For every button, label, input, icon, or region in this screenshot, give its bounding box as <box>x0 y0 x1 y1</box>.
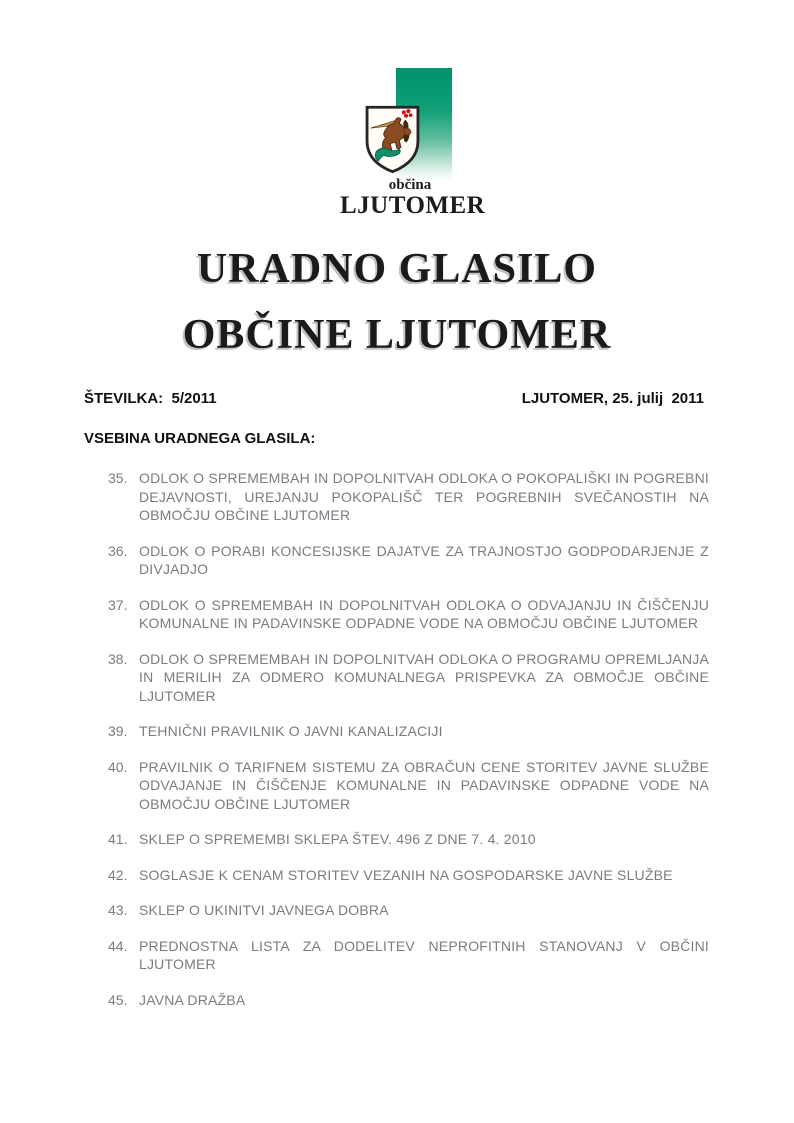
toc-item-number: 43. <box>108 902 128 918</box>
list-item <box>108 722 710 741</box>
toc-item-number: 38. <box>108 650 128 667</box>
logo-obcina-label: občina <box>388 177 432 193</box>
toc-item-number: 42. <box>108 866 128 883</box>
toc-item-text: ODLOK O PORABI KONCESIJSKE DAJATVE ZA TRAJNOSTJO GODPODARJENJE Z DIVJADJO <box>139 542 709 577</box>
contents-heading: VSEBINA URADNEGA GLASILA: <box>84 430 316 447</box>
toc-item-text: JAVNA DRAŽBA <box>139 991 246 1008</box>
toc-item-number: 45. <box>108 991 128 1008</box>
toc-item-text: SOGLASJE K CENAM STORITEV VEZANIH NA GOSPODARSKE JAVNE SLUŽBE <box>139 866 673 883</box>
issue-row <box>84 390 704 407</box>
toc-item-number: 36. <box>108 542 128 559</box>
toc-item-number: 39. <box>108 723 128 739</box>
toc-item-text: PREDNOSTNA LISTA ZA DODELITEV NEPROFITNIH STANOVANJ V OBČINI LJUTOMER <box>139 937 709 972</box>
toc-item-number: 40. <box>108 758 128 775</box>
page-title-line2: OBČINE LJUTOMER <box>182 312 612 358</box>
issue-place-date: LJUTOMER, 25. julij 2011 <box>521 390 704 407</box>
municipality-logo <box>340 68 486 220</box>
list-item <box>108 901 710 920</box>
list-item <box>108 596 710 633</box>
toc-item-text: PRAVILNIK O TARIFNEM SISTEMU ZA OBRAČUN CENE STORITEV JAVNE SLUŽBE ODVAJANJE IN ČIŠČENJE KOMUNALNE IN PADAVINSKE ODPADNE VODE NA OBMOČJU OBČINE LJUTOMER <box>139 758 709 812</box>
page-title-line1: URADNO GLASILO <box>196 246 598 292</box>
list-item <box>108 469 710 525</box>
toc-item-number: 41. <box>108 831 128 847</box>
list-item <box>108 542 710 579</box>
table-of-contents <box>108 469 710 1026</box>
toc-item-text: ODLOK O SPREMEMBAH IN DOPOLNITVAH ODLOKA O PROGRAMU OPREMLJANJA IN MERILIH ZA ODMERO KOMUNALNEGA PRISPEVKA ZA OBMOČJE OBČINE LJUTOMER <box>139 650 709 704</box>
toc-item-number: 35. <box>108 470 128 486</box>
toc-item-text: TEHNIČNI PRAVILNIK O JAVNI KANALIZACIJI <box>139 723 443 739</box>
toc-item-text: ODLOK O SPREMEMBAH IN DOPOLNITVAH ODLOKA O ODVAJANJU IN ČIŠČENJU KOMUNALNE IN PADAVINSKE ODPADNE VODE NA OBMOČJU OBČINE LJUTOMER <box>139 596 709 631</box>
list-item <box>108 937 710 974</box>
page-title <box>0 236 794 368</box>
list-item <box>108 650 710 706</box>
toc-item-text: SKLEP O UKINITVI JAVNEGA DOBRA <box>139 902 389 918</box>
issue-number: ŠTEVILKA: 5/2011 <box>84 390 217 407</box>
coat-of-arms-icon <box>364 105 421 174</box>
toc-item-text: SKLEP O SPREMEMBI SKLEPA ŠTEV. 496 Z DNE 7. 4. 2010 <box>139 831 536 847</box>
list-item <box>108 991 710 1010</box>
toc-item-number: 44. <box>108 937 128 954</box>
list-item <box>108 866 710 885</box>
toc-item-text: ODLOK O SPREMEMBAH IN DOPOLNITVAH ODLOKA O POKOPALIŠKI IN POGREBNI DEJAVNOSTI, UREJANJU POKOPALIŠČ TER POGREBNIH SVEČANOSTIH NA OBMOČJU OBČINE LJUTOMER <box>139 470 709 523</box>
toc-item-number: 37. <box>108 596 128 613</box>
logo-municipality-name: LJUTOMER <box>340 192 486 219</box>
list-item <box>108 830 710 849</box>
list-item <box>108 758 710 814</box>
